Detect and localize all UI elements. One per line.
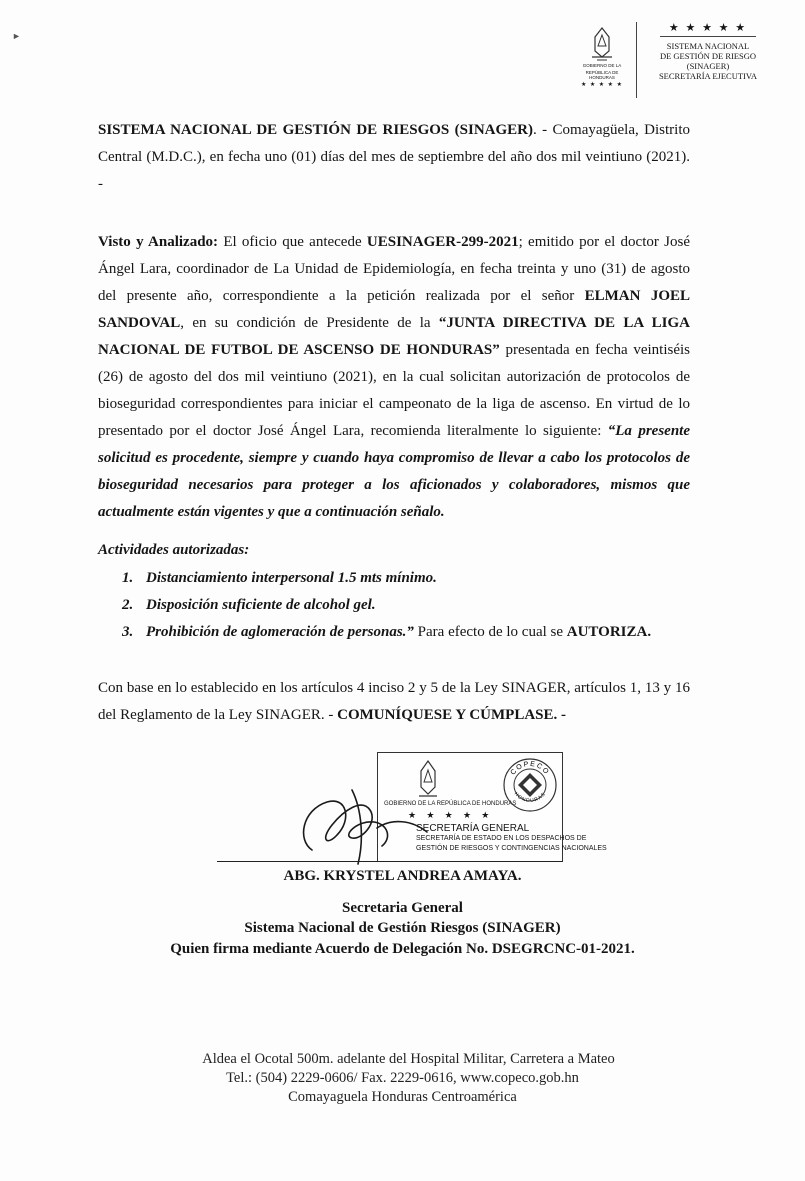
stamp-government: GOBIERNO DE LA REPÚBLICA DE HONDURAS — [384, 801, 517, 807]
stamp-line-1: SECRETARÍA GENERAL — [416, 823, 530, 834]
petitioner-name: ELMAN JOEL SANDOVAL — [98, 288, 691, 331]
analysis-text-4: presentada en fecha veintiséis (26) de agosto del dos mil veintiuno (2021), en la cual solicitan autorización de protocolos de bioseguridad correspondientes para iniciar el campeonato de la liga de ascenso. En virtud de lo presentado por el doctor José Ángel Lara, recomienda literalmente lo siguiente: — [98, 342, 690, 439]
analysis-text-2: ; emitido por el doctor José Ángel Lara, coordinador de La Unidad de Epidemiología, en fecha treinta y uno (31) de agosto del presente año, correspondiente a la petición realizada por el señor — [98, 234, 691, 304]
coat-of-arms-icon — [589, 27, 615, 61]
institution-name: SISTEMA NACIONAL DE GESTIÓN DE RIESGOS (SINAGER) — [98, 122, 533, 138]
item-number: 2. — [122, 597, 134, 613]
activities-heading: Actividades autorizadas: — [98, 542, 250, 558]
closing-formula: COMUNÍQUESE Y CÚMPLASE. - — [337, 707, 567, 723]
list-item — [122, 565, 692, 592]
government-logo — [575, 27, 629, 88]
footer-address: Aldea el Ocotal 500m. adelante del Hospital Militar, Carretera a Mateo — [202, 1051, 615, 1067]
signature-line — [217, 861, 562, 862]
edge-mark: ► — [12, 31, 21, 41]
header-line-4: SECRETARÍA EJECUTIVA — [658, 71, 758, 81]
analysis-text-1: El oficio que antecede — [218, 234, 367, 250]
item-text: Disposición suficiente de alcohol gel. — [146, 597, 376, 613]
opening-paragraph — [98, 117, 690, 198]
letterhead — [575, 22, 775, 102]
gov-line-2: REPÚBLICA DE HONDURAS — [585, 70, 619, 80]
delegation-note: Quien firma mediante Acuerdo de Delegación No. DSEGRCNC-01-2021. — [170, 941, 635, 957]
copeco-bottom-text: HONDURAS — [512, 791, 548, 805]
signatory-title: Secretaria General — [342, 900, 463, 916]
footer-contact: Tel.: (504) 2229-0606/ Fax. 2229-0616, www.copeco.gob.hn — [226, 1070, 579, 1086]
header-divider — [636, 22, 637, 98]
header-line-1: SISTEMA NACIONAL — [666, 41, 750, 51]
header-line-2: DE GESTIÓN DE RIESGO — [659, 51, 757, 61]
analysis-text-3: , en su condición de Presidente de la — [180, 315, 439, 331]
item-text: Distanciamiento interpersonal 1.5 mts mínimo. — [146, 570, 437, 586]
header-rule — [660, 36, 756, 37]
signatory-organization: Sistema Nacional de Gestión Riesgos (SINAGER) — [244, 920, 561, 936]
copeco-top-text: COPECO — [509, 760, 551, 777]
analysis-lead: Visto y Analizado: — [98, 234, 219, 250]
signatory-name: ABG. KRYSTEL ANDREA AMAYA. — [283, 868, 522, 884]
stamp-stars: ★ ★ ★ ★ ★ — [408, 810, 494, 820]
item-number: 1. — [122, 570, 134, 586]
recommendation-quote: “La presente solicitud es procedente, siempre y cuando haya compromiso de llevar a cabo los protocolos de bioseguridad necesarios para proteger a los aficionados y colaboradores, mismos que actualmente están vigentes y que a continuación señalo. — [98, 423, 690, 520]
analysis-paragraph — [98, 229, 690, 526]
list-item — [122, 592, 692, 619]
gov-stars: ★ ★ ★ ★ ★ — [581, 82, 623, 88]
header-line-3: (SINAGER) — [686, 61, 730, 71]
authorization-text: Para efecto de lo cual se — [413, 624, 567, 640]
stamp-line-2: SECRETARÍA DE ESTADO EN LOS DESPACHOS DE — [416, 835, 587, 842]
organization-name: “JUNTA DIRECTIVA DE LA LIGA NACIONAL DE FUTBOL DE ASCENSO DE HONDURAS” — [98, 315, 690, 358]
opening-text: . - Comayagüela, Distrito Central (M.D.C.), en fecha uno (01) días del mes de septiembre del año dos mil veintiuno (2021). - — [98, 122, 690, 192]
stamp-line-3: GESTIÓN DE RIESGOS Y CONTINGENCIAS NACIONALES — [416, 845, 607, 852]
activities-list — [122, 565, 692, 646]
legal-basis-paragraph — [98, 675, 690, 729]
handwritten-signature — [292, 780, 442, 870]
list-item — [122, 619, 692, 646]
authorization-word: AUTORIZA. — [566, 624, 652, 640]
sinager-letterhead — [643, 22, 773, 81]
reference-number: UESINAGER-299-2021 — [366, 234, 519, 250]
copeco-seal-icon — [502, 757, 558, 813]
legal-basis-text: Con base en lo establecido en los artículos 4 inciso 2 y 5 de la Ley SINAGER, artículos 1, 13 y 16 del Reglamento de la Ley SINAGER. - — [98, 680, 690, 723]
gov-line-1: GOBIERNO DE LA — [582, 63, 622, 68]
item-text: Prohibición de aglomeración de personas.” — [146, 624, 414, 640]
item-number: 3. — [122, 624, 134, 640]
header-stars: ★ ★ ★ ★ ★ — [668, 22, 748, 34]
footer-location: Comayaguela Honduras Centroamérica — [288, 1089, 517, 1105]
